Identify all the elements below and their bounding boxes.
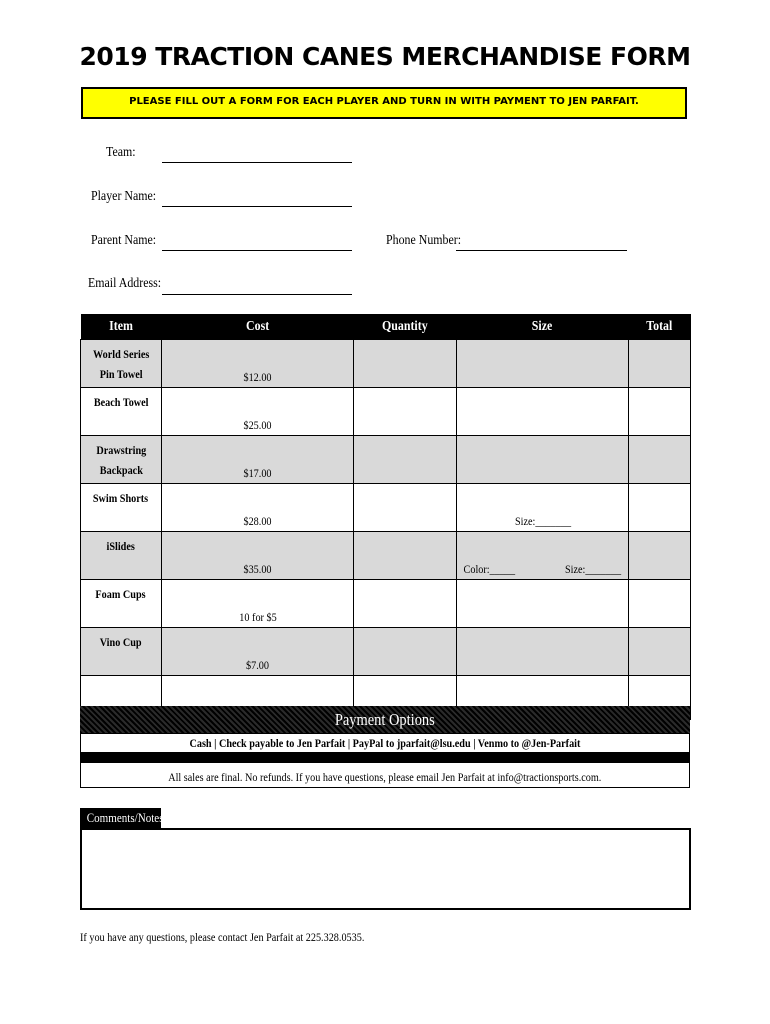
table-row (81, 532, 691, 580)
player-name-label: Player Name: (91, 189, 157, 204)
item-cost: $12.00 (162, 340, 354, 388)
item-quantity-cell[interactable] (354, 388, 457, 436)
table-header-row (81, 314, 691, 340)
item-size-cell[interactable] (457, 580, 629, 628)
item-quantity-cell[interactable] (354, 436, 457, 484)
payment-divider (80, 752, 690, 762)
item-total-cell[interactable] (629, 436, 691, 484)
instructions-banner: PLEASE FILL OUT A FORM FOR EACH PLAYER AND TURN IN WITH PAYMENT TO JEN PARFAIT. (81, 87, 687, 119)
item-size-cell[interactable] (457, 532, 629, 580)
item-cost: $35.00 (162, 532, 354, 580)
table-row (81, 580, 691, 628)
payment-methods: Cash | Check payable to Jen Parfait | PayPal to jparfait@lsu.edu | Venmo to @Jen-Parfait (80, 733, 690, 753)
item-total-cell[interactable] (629, 580, 691, 628)
player-name-field[interactable] (162, 206, 352, 207)
item-quantity-cell[interactable] (354, 628, 457, 676)
table-row (81, 340, 691, 388)
team-label: Team: (106, 145, 136, 160)
item-size-cell[interactable] (457, 628, 629, 676)
parent-name-field[interactable] (162, 250, 352, 251)
item-total-cell[interactable] (629, 532, 691, 580)
phone-number-field[interactable] (456, 250, 627, 251)
item-name: Foam Cups (81, 580, 162, 628)
item-size-cell[interactable] (457, 340, 629, 388)
item-cost: $7.00 (162, 628, 354, 676)
size-blank: Size:_______ (564, 562, 622, 576)
item-total-cell[interactable] (629, 340, 691, 388)
item-name: World Series Pin Towel (81, 340, 162, 388)
item-name: Swim Shorts (81, 484, 162, 532)
item-total-cell[interactable] (629, 484, 691, 532)
item-quantity-cell[interactable] (354, 580, 457, 628)
team-field[interactable] (162, 162, 352, 163)
header-size: Size (457, 314, 629, 340)
item-cost: 10 for $5 (162, 580, 354, 628)
item-size-cell[interactable] (457, 388, 629, 436)
item-size-cell[interactable] (457, 484, 629, 532)
item-name: iSlides (81, 532, 162, 580)
header-cost: Cost (162, 314, 354, 340)
email-address-field[interactable] (162, 294, 352, 295)
contact-footer: If you have any questions, please contact Jen Parfait at 225.328.0535. (80, 930, 365, 944)
item-cost: $25.00 (162, 388, 354, 436)
comments-box[interactable] (80, 828, 691, 910)
parent-name-label: Parent Name: (91, 233, 157, 248)
color-blank: Color:_____ (463, 562, 516, 576)
table-row (81, 484, 691, 532)
item-total-cell[interactable] (629, 628, 691, 676)
table-row (81, 628, 691, 676)
sales-policy-note: All sales are final. No refunds. If you have questions, please email Jen Parfait at info@tractionsports.com. (80, 762, 690, 788)
item-total-cell[interactable] (629, 388, 691, 436)
item-cost: $17.00 (162, 436, 354, 484)
form-title: 2019 TRACTION CANES MERCHANDISE FORM (79, 42, 691, 71)
size-blank: Size:_______ (514, 514, 571, 528)
item-quantity-cell[interactable] (354, 484, 457, 532)
item-quantity-cell[interactable] (354, 340, 457, 388)
merchandise-table (80, 314, 691, 720)
comments-label: Comments/Notes (80, 808, 161, 828)
item-size-cell[interactable] (457, 436, 629, 484)
item-name: Beach Towel (81, 388, 162, 436)
header-total: Total (629, 314, 691, 340)
item-name: Drawstring Backpack (81, 436, 162, 484)
table-row (81, 436, 691, 484)
item-quantity-cell[interactable] (354, 532, 457, 580)
item-name: Vino Cup (81, 628, 162, 676)
header-quantity: Quantity (354, 314, 457, 340)
item-cost: $28.00 (162, 484, 354, 532)
phone-number-label: Phone Number: (386, 233, 462, 248)
payment-options-heading: Payment Options (80, 706, 690, 733)
header-item: Item (81, 314, 162, 340)
table-row (81, 388, 691, 436)
email-address-label: Email Address: (88, 276, 162, 291)
